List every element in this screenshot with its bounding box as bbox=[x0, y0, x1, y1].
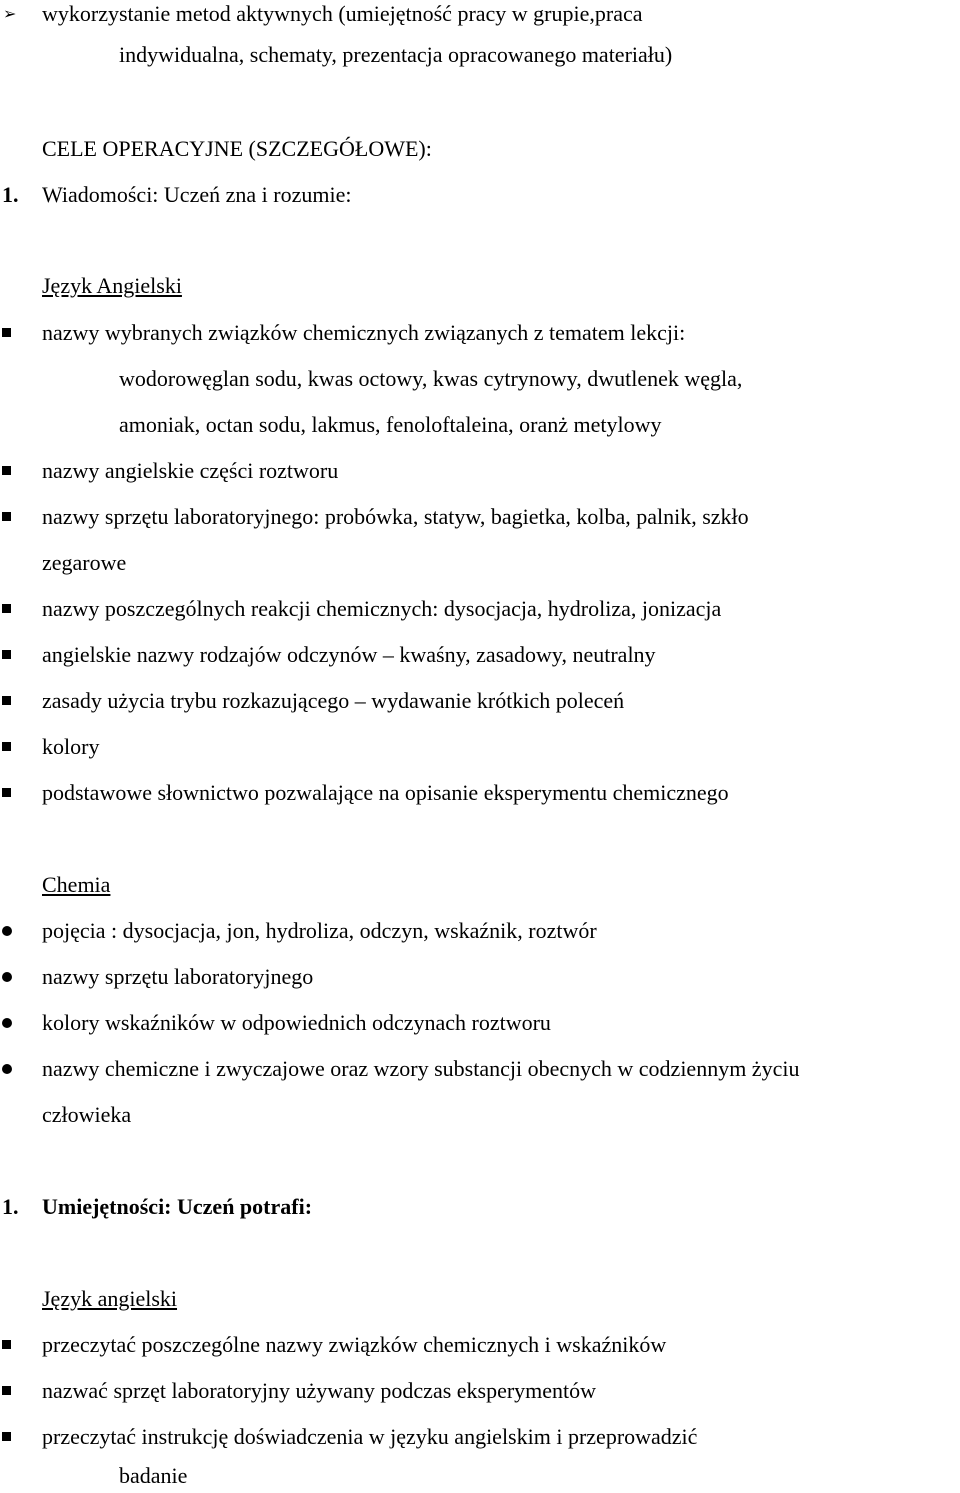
list-item: kolory wskaźników w odpowiednich odczynach roztworu bbox=[42, 1010, 551, 1035]
square-bullet-icon bbox=[2, 1432, 11, 1441]
square-bullet-icon bbox=[2, 650, 11, 659]
square-bullet-icon bbox=[2, 1340, 11, 1349]
list-item-continuation: badanie bbox=[119, 1463, 188, 1488]
list-item: kolory bbox=[42, 734, 100, 759]
arrow-bullet-icon: ➢ bbox=[3, 4, 17, 23]
intro-line-1: wykorzystanie metod aktywnych (umiejętność pracy w grupie,praca bbox=[42, 1, 643, 26]
square-bullet-icon bbox=[2, 466, 11, 475]
list-item-continuation: człowieka bbox=[42, 1102, 132, 1127]
english-heading-2: Język angielski bbox=[42, 1286, 178, 1311]
chemistry-heading: Chemia bbox=[42, 872, 111, 897]
square-bullet-icon bbox=[2, 512, 11, 521]
list-item: nazwy wybranych związków chemicznych związanych z tematem lekcji: bbox=[42, 320, 686, 345]
list-item: przeczytać poszczególne nazwy związków chemicznych i wskaźników bbox=[42, 1332, 667, 1357]
square-bullet-icon bbox=[2, 742, 11, 751]
list-item: nazwy poszczególnych reakcji chemicznych: dysocjacja, hydroliza, jonizacja bbox=[42, 596, 722, 621]
list-item-continuation: wodorowęglan sodu, kwas octowy, kwas cytrynowy, dwutlenek węgla, bbox=[119, 366, 743, 391]
list-item: nazwy sprzętu laboratoryjnego bbox=[42, 964, 314, 989]
round-bullet-icon bbox=[2, 1018, 12, 1028]
list-item: podstawowe słownictwo pozwalające na opisanie eksperymentu chemicznego bbox=[42, 780, 729, 805]
list-item-continuation: zegarowe bbox=[42, 550, 127, 575]
round-bullet-icon bbox=[2, 1064, 12, 1074]
square-bullet-icon bbox=[2, 604, 11, 613]
square-bullet-icon bbox=[2, 328, 11, 337]
list-item-continuation: amoniak, octan sodu, lakmus, fenoloftaleina, oranż metylowy bbox=[119, 412, 662, 437]
square-bullet-icon bbox=[2, 788, 11, 797]
list-item: nazwy sprzętu laboratoryjnego: probówka, statyw, bagietka, kolba, palnik, szkło bbox=[42, 504, 749, 529]
list-item: przeczytać instrukcję doświadczenia w języku angielskim i przeprowadzić bbox=[42, 1424, 698, 1449]
section-2-title: Umiejętności: Uczeń potrafi: bbox=[42, 1194, 313, 1219]
section-1-title: Wiadomości: Uczeń zna i rozumie: bbox=[42, 182, 352, 207]
section-1-number: 1. bbox=[2, 182, 19, 207]
round-bullet-icon bbox=[2, 926, 12, 936]
goals-heading: CELE OPERACYJNE (SZCZEGÓŁOWE): bbox=[42, 136, 432, 161]
list-item: zasady użycia trybu rozkazującego – wydawanie krótkich poleceń bbox=[42, 688, 625, 713]
square-bullet-icon bbox=[2, 1386, 11, 1395]
intro-line-2: indywidualna, schematy, prezentacja opracowanego materiału) bbox=[119, 42, 673, 67]
list-item: pojęcia : dysocjacja, jon, hydroliza, odczyn, wskaźnik, roztwór bbox=[42, 918, 597, 943]
section-2-number: 1. bbox=[2, 1194, 19, 1219]
round-bullet-icon bbox=[2, 972, 12, 982]
square-bullet-icon bbox=[2, 696, 11, 705]
list-item: nazwy angielskie części roztworu bbox=[42, 458, 339, 483]
list-item: nazwy chemiczne i zwyczajowe oraz wzory substancji obecnych w codziennym życiu bbox=[42, 1056, 800, 1081]
list-item: nazwać sprzęt laboratoryjny używany podczas eksperymentów bbox=[42, 1378, 597, 1403]
english-heading-1: Język Angielski bbox=[42, 273, 182, 298]
list-item: angielskie nazwy rodzajów odczynów – kwaśny, zasadowy, neutralny bbox=[42, 642, 656, 667]
